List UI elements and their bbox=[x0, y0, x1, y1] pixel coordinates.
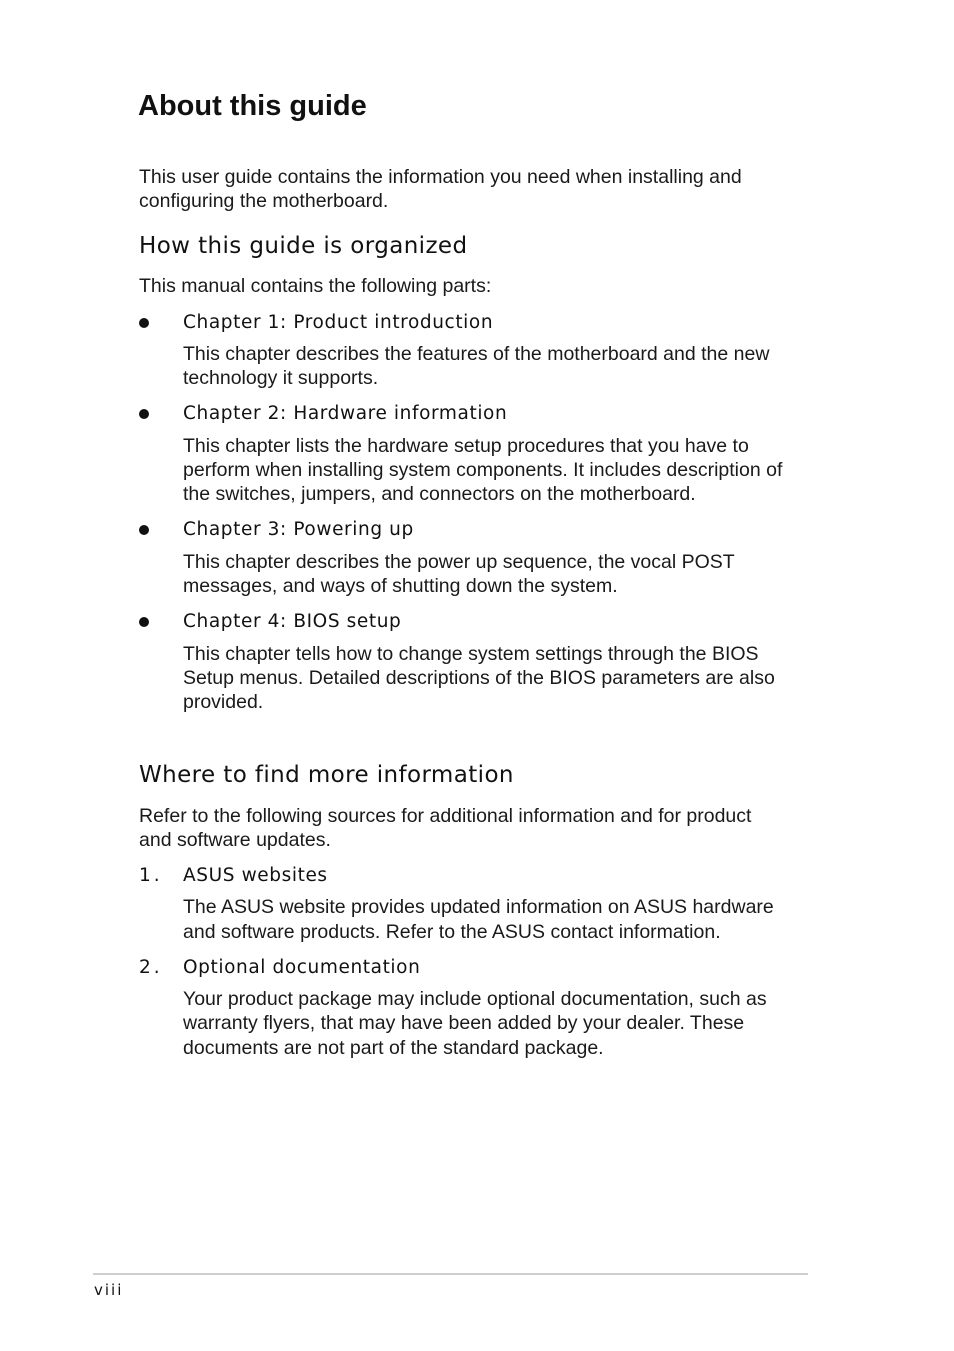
source-description-line: documents are not part of the standard package. bbox=[183, 1037, 604, 1059]
chapter-description-line: This chapter lists the hardware setup procedures that you have to bbox=[183, 435, 749, 457]
chapter-description-line: provided. bbox=[183, 691, 264, 713]
chapter-description-line: the switches, jumpers, and connectors on the motherboard. bbox=[183, 483, 696, 505]
chapter-title: Chapter 3: Powering up bbox=[183, 519, 414, 540]
bullet-icon bbox=[139, 525, 149, 535]
source-description-line: The ASUS website provides updated information on ASUS hardware bbox=[183, 896, 774, 918]
section-heading-organized: How this guide is organized bbox=[139, 233, 468, 259]
more-info-lead-line: Refer to the following sources for additional information and for product bbox=[139, 805, 752, 827]
chapter-description-line: technology it supports. bbox=[183, 367, 379, 389]
chapter-description-line: perform when installing system components. It includes description of bbox=[183, 459, 783, 481]
bullet-icon bbox=[139, 617, 149, 627]
source-description-line: Your product package may include optional documentation, such as bbox=[183, 988, 767, 1010]
chapter-description-line: This chapter describes the power up sequence, the vocal POST bbox=[183, 551, 735, 573]
source-number: 1. bbox=[139, 865, 163, 886]
source-description-line: warranty flyers, that may have been added by your dealer. These bbox=[183, 1012, 745, 1034]
page-title: About this guide bbox=[138, 90, 367, 122]
chapter-description-line: Setup menus. Detailed descriptions of the BIOS parameters are also bbox=[183, 667, 775, 689]
chapter-description-line: messages, and ways of shutting down the system. bbox=[183, 575, 618, 597]
source-description-line: and software products. Refer to the ASUS contact information. bbox=[183, 921, 721, 943]
footer-rule bbox=[93, 1273, 808, 1275]
chapter-title: Chapter 4: BIOS setup bbox=[183, 611, 402, 632]
chapter-description-line: This chapter describes the features of the motherboard and the new bbox=[183, 343, 770, 365]
source-title: ASUS websites bbox=[183, 865, 328, 886]
organized-lead: This manual contains the following parts: bbox=[139, 275, 492, 297]
intro-line-1: This user guide contains the information you need when installing and bbox=[139, 166, 742, 188]
bullet-icon bbox=[139, 318, 149, 328]
chapter-title: Chapter 2: Hardware information bbox=[183, 403, 508, 424]
source-number: 2. bbox=[139, 957, 163, 978]
chapter-description-line: This chapter tells how to change system settings through the BIOS bbox=[183, 643, 759, 665]
intro-line-2: configuring the motherboard. bbox=[139, 190, 389, 212]
more-info-lead-line: and software updates. bbox=[139, 829, 331, 851]
page-number: viii bbox=[94, 1281, 124, 1299]
bullet-icon bbox=[139, 409, 149, 419]
section-heading-more-info: Where to find more information bbox=[139, 762, 514, 788]
source-title: Optional documentation bbox=[183, 957, 421, 978]
chapter-title: Chapter 1: Product introduction bbox=[183, 312, 494, 333]
